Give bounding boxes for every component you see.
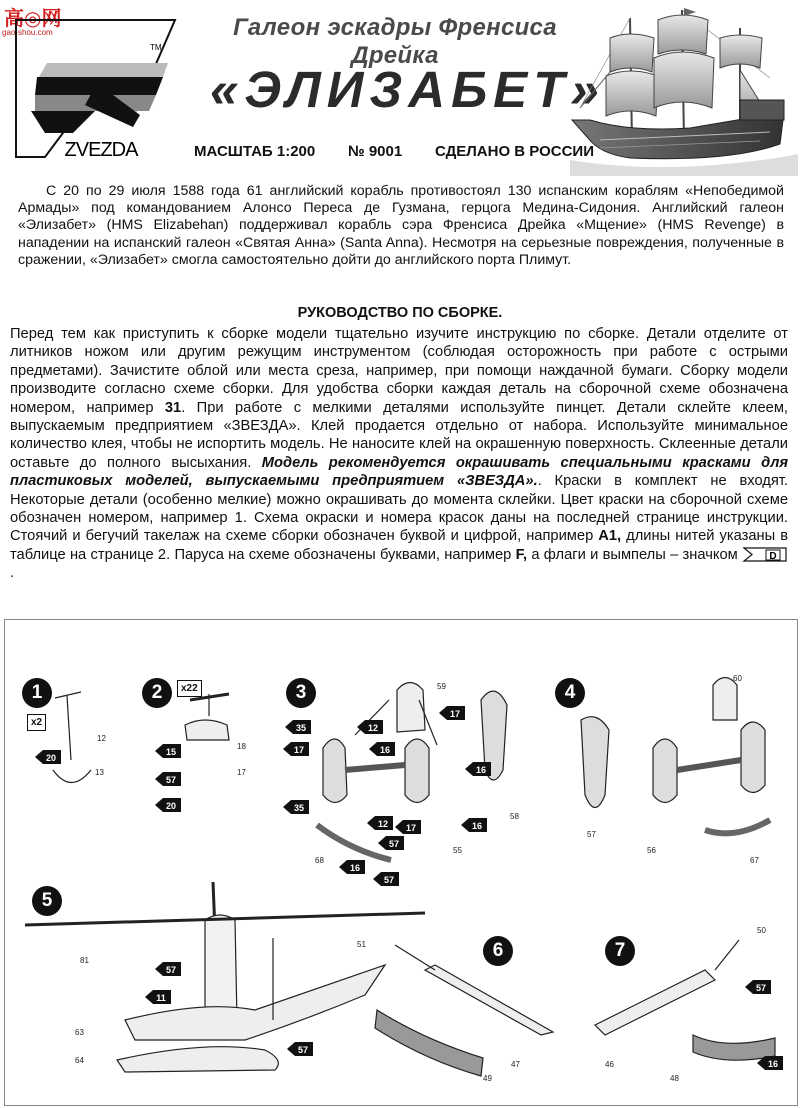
part-number: 58	[510, 812, 519, 821]
part-number: 68	[315, 856, 324, 865]
qty-box-step-2: x22	[177, 680, 202, 697]
guide-text-5: длины нитей указаны в таблице на странице 2. Паруса на схеме обозначены буквами, например	[10, 528, 788, 563]
svg-text:57: 57	[165, 965, 177, 975]
guide-text-3: . Краски в комплект не входят. Некоторые детали (особенно мелкие) можно окрашивать до момента склейки. Цвет краски на сборочной схеме обозначен номером, например	[10, 473, 788, 527]
step-badge-4: 4	[555, 678, 585, 708]
paint-star-icon	[155, 962, 181, 981]
made-in: СДЕЛАНО В РОССИИ	[434, 143, 594, 160]
paint-star-icon	[357, 720, 383, 739]
svg-text:57: 57	[383, 875, 395, 885]
paint-star-icon	[757, 1056, 783, 1075]
svg-text:11: 11	[156, 993, 166, 1003]
guide-text-2: . При работе с мелкими деталями используйте пинцет. Детали склейте клеем, выпускаемым предприятием «ЗВЕЗДА». Клей продается отдельно от набора. Используйте минимальное количество клея, чтобы не испортить модель. Не наносите клей на окрашенную поверхность. Склеенные детали оставьте до полного высыхания.	[10, 399, 789, 471]
step-badge-1: 1	[22, 678, 52, 708]
watermark-text: 高◎网	[4, 6, 62, 30]
guide-text-4: . Схема окраски и номера красок даны на последней странице инструкции. Стоячий и бегучий такелаж на схеме сборки обозначен буквой и цифрой, например	[10, 510, 788, 545]
part-number: 57	[587, 830, 596, 839]
svg-text:57: 57	[388, 839, 400, 849]
part-number-example: 31	[164, 399, 182, 416]
part-number: 13	[95, 768, 104, 777]
qty-box-step-1: x2	[27, 714, 46, 731]
part-number: 59	[437, 682, 446, 691]
part-number: 49	[483, 1074, 492, 1083]
svg-text:57: 57	[755, 983, 767, 993]
paint-star-icon	[285, 720, 311, 739]
part-number: 64	[75, 1056, 84, 1065]
part-number: 81	[80, 956, 89, 965]
logo-tm: TM	[150, 43, 162, 52]
svg-text:17: 17	[449, 709, 461, 719]
spec-line	[194, 143, 594, 160]
flag-symbol-icon	[742, 547, 788, 562]
paint-recommendation: Модель рекомендуется окрашивать специальными красками для пластиковых моделей, выпускаемыми предприятием «ЗВЕЗДА».	[10, 454, 788, 490]
svg-text:35: 35	[293, 803, 305, 813]
step-badge-7: 7	[605, 936, 635, 966]
scale-label: МАСШТАБ 1:200	[194, 143, 316, 160]
guide-title: РУКОВОДСТВО ПО СБОРКЕ.	[297, 305, 503, 321]
paint-star-icon	[395, 820, 421, 839]
paint-star-icon	[283, 800, 309, 819]
history-paragraph: С 20 по 29 июля 1588 года 61 английский корабль противостоял 130 испанским кораблям «Непобедимой Армады» под командованием Алонсо Переса де Гузмана, герцога Медина-Сидония. Английский галеон «Элизабет» (HMS Elizabehan) поддерживал корабль сэра Френсиса Дрейка «Мщение» (HMS Revenge) в нападении на испанский галеон «Святая Анна» (Santa Anna). Несмотря на серьезные повреждения, полученные в сражении, «Элизабет» смогла самостоятельно дойти до английского порта Плимут.	[18, 183, 784, 268]
paint-star-icon	[287, 1042, 313, 1061]
paint-star-icon	[373, 872, 399, 891]
paint-star-icon	[367, 816, 393, 835]
paint-star-icon	[369, 742, 395, 761]
ship-illustration	[570, 8, 798, 176]
part-number: 18	[237, 742, 246, 751]
logo-brand: ZVEZDA	[64, 139, 138, 160]
paint-star-icon	[35, 750, 61, 769]
svg-text:57: 57	[297, 1045, 309, 1055]
svg-text:35: 35	[295, 723, 307, 733]
page-title: «ЭЛИЗАБЕТ»	[210, 61, 605, 118]
paint-star-icon	[155, 744, 181, 763]
paint-star-icon	[155, 798, 181, 817]
svg-text:12: 12	[367, 723, 379, 733]
svg-text:12: 12	[377, 819, 389, 829]
svg-text:17: 17	[293, 745, 305, 755]
part-number: 55	[453, 846, 462, 855]
svg-text:17: 17	[405, 823, 417, 833]
svg-text:20: 20	[165, 801, 177, 811]
paint-star-icon	[461, 818, 487, 837]
flag-letter: D	[769, 551, 777, 563]
part-number: 51	[357, 940, 366, 949]
svg-text:16: 16	[471, 821, 483, 831]
part-number: 67	[750, 856, 759, 865]
guide-paragraph	[10, 325, 788, 583]
paint-star-icon	[439, 706, 465, 725]
rigging-example: А1,	[598, 528, 622, 545]
part-number: 56	[647, 846, 656, 855]
part-number: 17	[237, 768, 246, 777]
paint-star-icon	[155, 772, 181, 791]
paint-star-icon	[465, 762, 491, 781]
paint-star-icon	[145, 990, 171, 1009]
paint-number-example: 1	[234, 510, 243, 527]
part-number: 12	[97, 734, 106, 743]
step-badge-5: 5	[32, 886, 62, 916]
svg-text:16: 16	[379, 745, 391, 755]
part-number: 48	[670, 1074, 679, 1083]
guide-text-7: .	[10, 565, 15, 582]
part-number: 60	[733, 674, 742, 683]
step-badge-3: 3	[286, 678, 316, 708]
part-number: 50	[757, 926, 766, 935]
paint-star-icon	[745, 980, 771, 999]
zvezda-logo	[15, 15, 187, 160]
assembly-diagram	[4, 619, 798, 1106]
part-number: 46	[605, 1060, 614, 1069]
paint-star-icon	[283, 742, 309, 761]
part-number: 47	[511, 1060, 520, 1069]
svg-text:57: 57	[165, 775, 177, 785]
kit-number: № 9001	[347, 143, 403, 160]
svg-text:20: 20	[45, 753, 57, 763]
subtitle: Галеон эскадры Френсиса Дрейка	[233, 14, 557, 69]
svg-text:16: 16	[349, 863, 361, 873]
part-number: 63	[75, 1028, 84, 1037]
step-badge-6: 6	[483, 936, 513, 966]
svg-text:16: 16	[767, 1059, 779, 1069]
step-badge-2: 2	[142, 678, 172, 708]
paint-star-icon	[339, 860, 365, 879]
guide-text-6: а флаги и вымпелы – значком	[527, 546, 742, 563]
sail-example: F,	[515, 546, 528, 563]
guide-text-1: Перед тем как приступить к сборке модели тщательно изучите инструкцию по сборке. Детали отделите от литников ножом или другим режущим инструментом (соблюдая осторожность при работе с острыми предметами). Зачистите облой или места среза, например, при помощи наждачной бумаги. Сборку модели производите согласно схеме сборки. Для удобства сборки каждая деталь на сборочной схеме обозначена номером, например	[10, 326, 788, 416]
svg-text:15: 15	[165, 747, 177, 757]
watermark-url: gao-shou.com	[2, 28, 53, 37]
svg-text:16: 16	[475, 765, 487, 775]
